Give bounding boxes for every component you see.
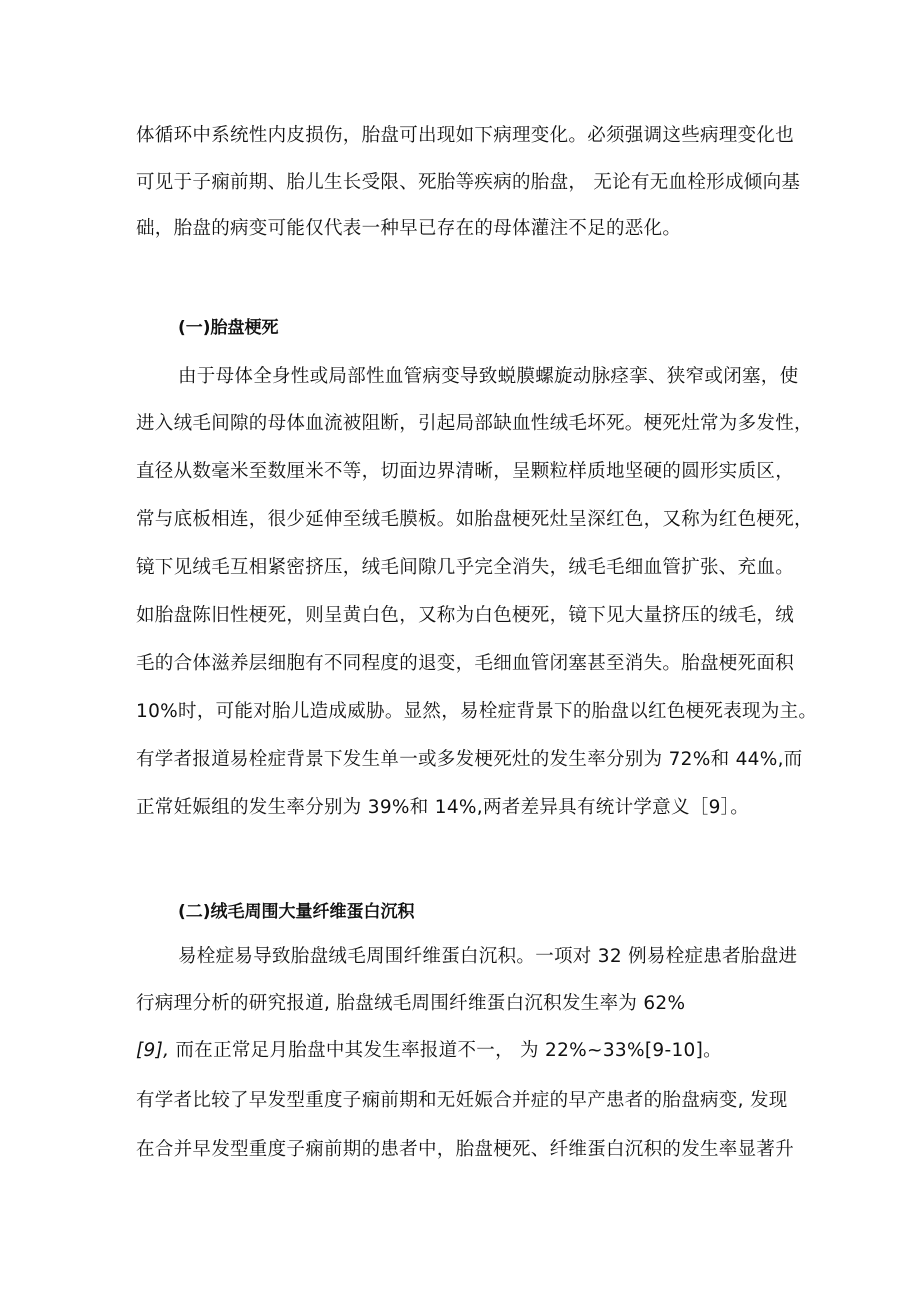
section-heading: (一)胎盘梗死 [178,318,279,338]
paragraph-line: 镜下见绒毛互相紧密挤压，绒毛间隙几乎完全消失，绒毛毛细血管扩张、充血。 [136,557,795,578]
paragraph-line: 体循环中系统性内皮损伤，胎盘可出现如下病理变化。必须强调这些病理变化也 [136,125,795,146]
paragraph-line: 础，胎盘的病变可能仅代表一种早已存在的母体灌注不足的恶化。 [136,218,682,239]
paragraph-line: 毛的合体滋养层细胞有不同程度的退变，毛细血管闭塞甚至消失。胎盘梗死面积 [136,653,795,674]
paragraph-line: 10%时，可能对胎儿造成威胁。显然，易栓症背景下的胎盘以红色梗死表现为主。 [136,701,818,722]
paragraph-line: 常与底板相连，很少延伸至绒毛膜板。如胎盘梗死灶呈深红色，又称为红色梗死， [136,509,813,530]
paragraph-line: 有学者比较了早发型重度子痫前期和无妊娠合并症的早产患者的胎盘病变, 发现 [136,1090,788,1111]
paragraph-line: 直径从数毫米至数厘米不等，切面边界清晰，呈颗粒样质地坚硬的圆形实质区， [136,461,795,482]
citation-text: 而在正常足月胎盘中其发生率报道不一， 为 22%~33%[9-10]。 [169,1040,722,1061]
paragraph-line: 可见于子痫前期、胎儿生长受限、死胎等疾病的胎盘， 无论有无血栓形成倾向基 [136,172,801,193]
section-heading: (二)绒毛周围大量纤维蛋白沉积 [178,902,415,922]
paragraph-line: 行病理分析的研究报道, 胎盘绒毛周围纤维蛋白沉积发生率为 62% [136,993,686,1014]
paragraph-line: 有学者报道易栓症背景下发生单一或多发梗死灶的发生率分别为 72%和 44%,而 [136,749,803,770]
paragraph-line: 由于母体全身性或局部性血管病变导致蜕膜螺旋动脉痉挛、狭窄或闭塞，使 [178,366,799,387]
paragraph-line: 如胎盘陈旧性梗死，则呈黄白色，又称为白色梗死，镜下见大量挤压的绒毛，绒 [136,605,795,626]
paragraph-line: 在合并早发型重度子痫前期的患者中，胎盘梗死、纤维蛋白沉积的发生率显著升 [136,1139,795,1160]
paragraph-line: 进入绒毛间隙的母体血流被阻断，引起局部缺血性绒毛坏死。梗死灶常为多发性， [136,413,813,434]
paragraph-line-with-citation [136,1039,816,1063]
paragraph-line: 正常妊娠组的发生率分别为 39%和 14%,两者差异具有统计学意义［9］。 [136,797,750,818]
citation-italic: [9], [136,1040,170,1061]
paragraph-line: 易栓症易导致胎盘绒毛周围纤维蛋白沉积。一项对 32 例易栓症患者胎盘进 [178,946,798,967]
